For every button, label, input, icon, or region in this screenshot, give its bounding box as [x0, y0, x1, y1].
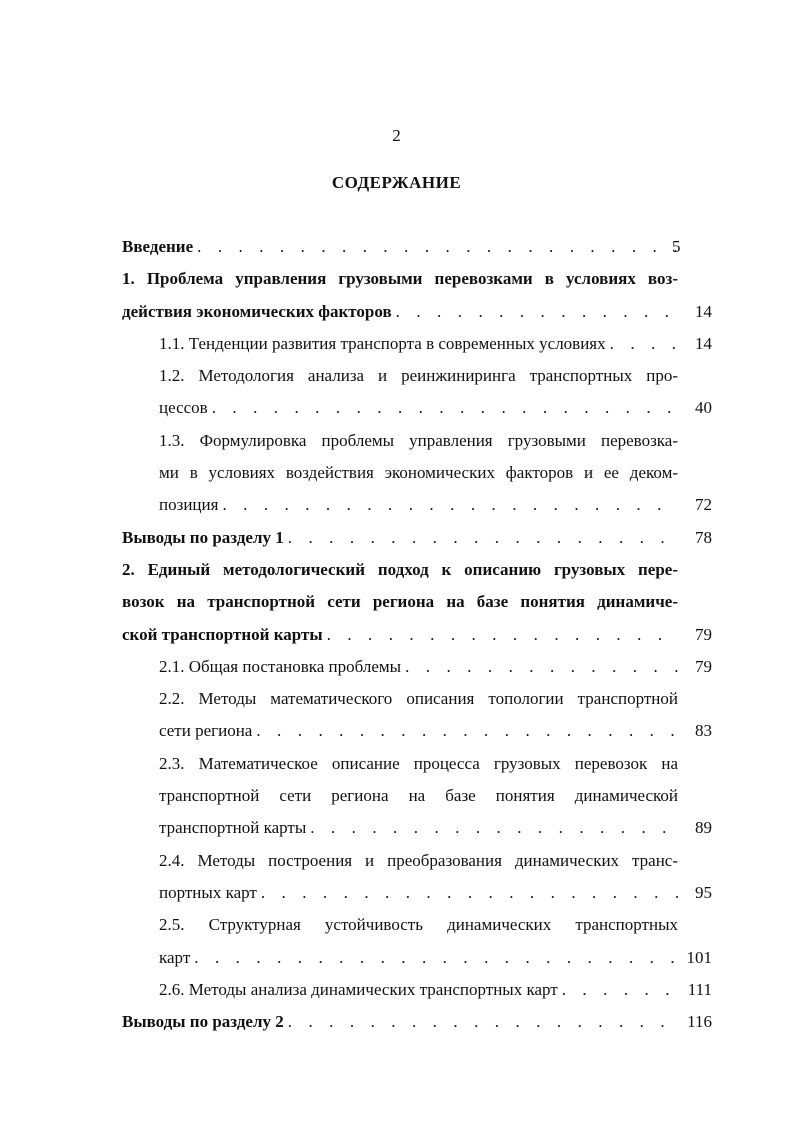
toc-entry-last-line: [159, 489, 678, 521]
toc-entry[interactable]: [122, 263, 712, 328]
toc-entry-line: транспортной сети региона на базе понятия динамической: [159, 786, 678, 806]
toc-entry[interactable]: [122, 1006, 712, 1038]
toc-entry-line: возок на транспортной сети региона на базе понятия динамиче-: [122, 592, 678, 612]
dot-leader: [306, 812, 678, 844]
dot-leader: [558, 974, 678, 1006]
toc-page-number: 40: [695, 398, 712, 418]
toc-page-number: 83: [695, 721, 712, 741]
toc-page-number: 5: [672, 237, 681, 256]
toc-entry-text: портных карт: [159, 882, 257, 902]
toc-entry[interactable]: [122, 522, 712, 554]
toc-entry-last-line: [122, 296, 678, 328]
toc-entry-last-line: [159, 715, 678, 747]
toc-title: СОДЕРЖАНИЕ: [331, 173, 462, 192]
toc-page-number: 116: [687, 1012, 712, 1032]
toc-page-number: 78: [695, 527, 712, 547]
toc-page-number: 79: [695, 656, 712, 676]
toc-page-number: 14: [695, 301, 712, 321]
toc-entry-last-line: [159, 392, 678, 424]
toc-page-number: 72: [695, 495, 712, 515]
toc-entry-last-line: [122, 619, 678, 651]
toc-entry-last-line: [122, 1006, 678, 1038]
toc-entry-last-line: [159, 974, 678, 1006]
toc-entry[interactable]: [159, 909, 712, 974]
dot-leader: [193, 231, 678, 263]
dot-leader: [401, 651, 678, 683]
dot-leader: [323, 619, 678, 651]
toc-entry-last-line: [159, 651, 678, 683]
toc-entry-text: ской транспортной карты: [122, 624, 323, 644]
toc-entry-line: 1.3. Формулировка проблемы управления грузовыми перевозка-: [159, 430, 678, 450]
toc-page-number: 101: [686, 947, 712, 967]
toc-entry[interactable]: [159, 328, 712, 360]
dot-leader: [257, 877, 678, 909]
toc-entry-last-line: [159, 942, 678, 974]
toc-entry[interactable]: [159, 845, 712, 910]
toc-entry-line: 1. Проблема управления грузовыми перевозками в условиях воз-: [122, 269, 678, 289]
toc-entry[interactable]: [159, 425, 712, 522]
toc-entry[interactable]: [159, 748, 712, 845]
toc-entry-text: Введение: [122, 237, 194, 256]
toc-entry-text: карт: [159, 947, 191, 967]
toc-page-number: 95: [695, 882, 712, 902]
toc-page-number: 79: [695, 624, 712, 644]
toc-entry[interactable]: [122, 554, 712, 651]
toc-page-number: 89: [695, 818, 712, 838]
toc-entry-line: 2. Единый методологический подход к описанию грузовых пере-: [122, 559, 678, 579]
table-of-contents: [122, 231, 712, 1038]
toc-entry-line: 1.2. Методология анализа и реинжиниринга транспортных про-: [159, 366, 678, 386]
page-number: 2: [392, 126, 401, 145]
toc-entry-last-line: [159, 328, 678, 360]
dot-leader: [252, 715, 678, 747]
dot-leader: [284, 522, 678, 554]
toc-entry-text: действия экономических факторов: [122, 301, 392, 321]
toc-entry[interactable]: [159, 360, 712, 425]
toc-entry-text: цессов: [159, 398, 208, 418]
dot-leader: [606, 328, 678, 360]
toc-entry-text: 1.1. Тенденции развития транспорта в современных условиях: [159, 333, 606, 353]
toc-entry-line: 2.2. Методы математического описания топологии транспортной: [159, 689, 678, 709]
toc-entry-line: 2.4. Методы построения и преобразования динамических транс-: [159, 850, 678, 870]
toc-entry-text: сети региона: [159, 721, 253, 741]
toc-entry-text: позиция: [159, 495, 219, 515]
toc-entry-last-line: [122, 522, 678, 554]
dot-leader: [218, 489, 678, 521]
toc-entry-text: Выводы по разделу 1: [122, 527, 284, 547]
toc-entry-last-line: [159, 877, 678, 909]
toc-entry-line: ми в условиях воздействия экономических факторов и ее деком-: [159, 463, 678, 483]
toc-entry[interactable]: [159, 683, 712, 748]
toc-entry-text: 2.1. Общая постановка проблемы: [159, 656, 402, 676]
dot-leader: [190, 942, 678, 974]
toc-entry-text: транспортной карты: [159, 818, 307, 838]
toc-entry-last-line: [122, 231, 678, 263]
toc-entry-text: 2.6. Методы анализа динамических транспортных карт: [159, 979, 558, 999]
toc-entry[interactable]: [159, 651, 712, 683]
toc-entry-line: 2.3. Математическое описание процесса грузовых перевозок на: [159, 753, 678, 773]
toc-entry-line: 2.5. Структурная устойчивость динамических транспортных: [159, 915, 678, 935]
toc-entry[interactable]: [122, 231, 712, 263]
toc-entry-last-line: [159, 812, 678, 844]
toc-entry[interactable]: [159, 974, 712, 1006]
dot-leader: [208, 392, 678, 424]
toc-page-number: 14: [695, 333, 712, 353]
dot-leader: [284, 1006, 678, 1038]
toc-entry-text: Выводы по разделу 2: [122, 1012, 284, 1032]
dot-leader: [392, 296, 678, 328]
toc-page-number: 111: [687, 979, 712, 999]
